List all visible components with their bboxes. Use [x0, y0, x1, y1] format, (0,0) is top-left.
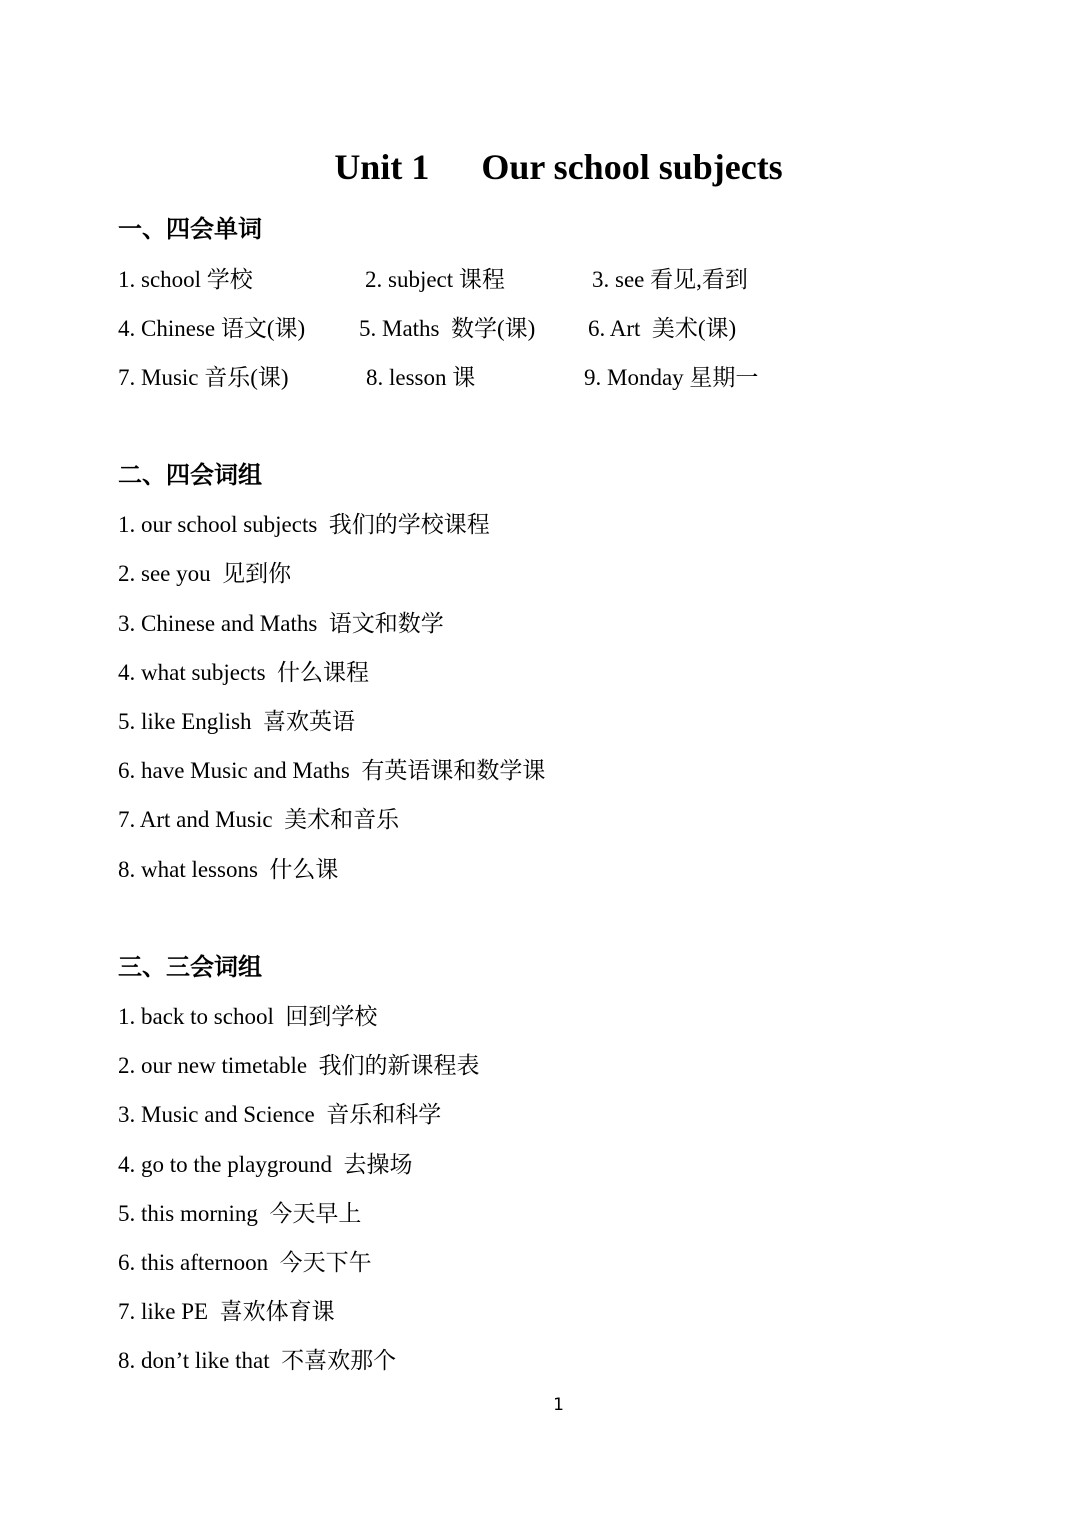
- phrase-item: 3. Music and Science 音乐和科学: [118, 1102, 442, 1127]
- phrase-item: 6. this afternoon 今天下午: [118, 1250, 372, 1275]
- phrase-item: 8. don’t like that 不喜欢那个: [118, 1348, 397, 1373]
- phrase-item: 8. what lessons 什么课: [118, 857, 339, 882]
- vocab-item: 4. Chinese 语文(课): [118, 316, 306, 341]
- vocab-item: 9. Monday 星期一: [584, 365, 759, 390]
- phrase-item: 3. Chinese and Maths 语文和数学: [118, 611, 444, 636]
- phrase-item: 5. this morning 今天早上: [118, 1201, 362, 1226]
- page-number: 1: [553, 1395, 564, 1415]
- section-heading-vocabulary: 一、四会单词: [118, 217, 262, 243]
- vocab-item: 5. Maths 数学(课): [359, 316, 536, 341]
- title-unit: Unit 1: [334, 147, 430, 187]
- vocab-item: 6. Art 美术(课): [588, 316, 737, 341]
- vocab-item: 7. Music 音乐(课): [118, 365, 289, 390]
- phrase-item: 7. like PE 喜欢体育课: [118, 1299, 335, 1324]
- phrase-item: 5. like English 喜欢英语: [118, 709, 356, 734]
- phrase-item: 4. what subjects 什么课程: [118, 660, 370, 685]
- title-name: Our school subjects: [481, 147, 783, 187]
- vocab-item: 1. school 学校: [118, 267, 253, 292]
- phrase-item: 7. Art and Music 美术和音乐: [118, 807, 400, 832]
- vocab-item: 8. lesson 课: [366, 365, 476, 390]
- phrase-item: 2. see you 见到你: [118, 561, 292, 586]
- section-heading-recognition-phrases: 三、三会词组: [118, 955, 262, 981]
- section-heading-phrases: 二、四会词组: [118, 463, 262, 489]
- vocab-item: 3. see 看见,看到: [592, 267, 748, 292]
- phrase-item: 2. our new timetable 我们的新课程表: [118, 1053, 480, 1078]
- phrase-item: 1. back to school 回到学校: [118, 1004, 378, 1029]
- phrase-item: 1. our school subjects 我们的学校课程: [118, 512, 490, 537]
- page-title: [0, 143, 1087, 191]
- phrase-item: 6. have Music and Maths 有英语课和数学课: [118, 758, 546, 783]
- vocab-item: 2. subject 课程: [365, 267, 505, 292]
- phrase-item: 4. go to the playground 去操场: [118, 1152, 413, 1177]
